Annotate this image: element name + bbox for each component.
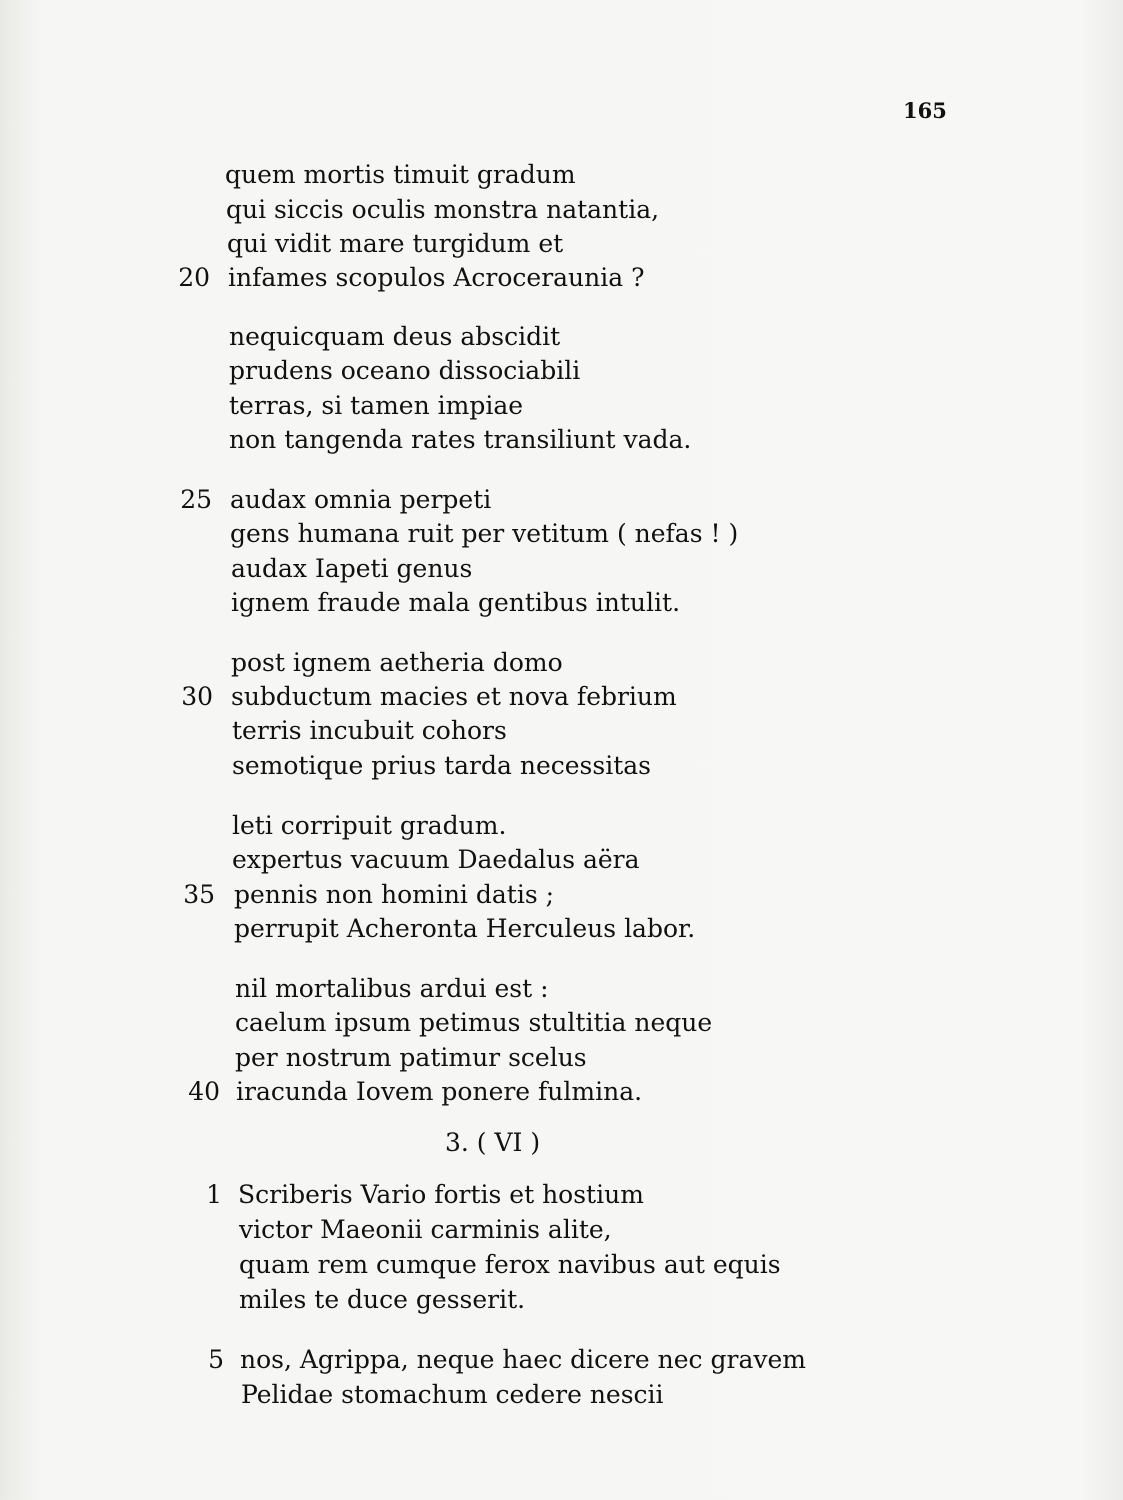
verse-line: terris incubuit cohors — [232, 716, 507, 745]
verse-line: iracunda Iovem ponere fulmina. — [236, 1077, 643, 1106]
line-number: 40 — [188, 1077, 220, 1106]
verse-line: infames scopulos Acroceraunia ? — [228, 263, 645, 292]
line-number: 25 — [180, 485, 212, 514]
line-number: 30 — [181, 682, 213, 711]
verse-line: pennis non homini datis ; — [234, 880, 555, 909]
verse-line: quam rem cumque ferox navibus aut equis — [239, 1250, 781, 1279]
verse-line: caelum ipsum petimus stultitia neque — [235, 1008, 713, 1037]
poem-heading: 3. ( VI ) — [445, 1128, 541, 1157]
verse-line: qui siccis oculis monstra natantia, — [226, 195, 660, 224]
verse-line: nequicquam deus abscidit — [229, 322, 561, 351]
verse-line: quem mortis timuit gradum — [225, 160, 576, 189]
verse-line: Pelidae stomachum cedere nescii — [241, 1380, 664, 1409]
line-number: 5 — [208, 1345, 224, 1374]
verse-line: Scriberis Vario fortis et hostium — [238, 1180, 644, 1209]
page-number: 165 — [903, 98, 947, 123]
verse-line: perrupit Acheronta Herculeus labor. — [234, 914, 696, 943]
line-number: 1 — [206, 1180, 222, 1209]
verse-line: ignem fraude mala gentibus intulit. — [231, 588, 681, 617]
verse-line: miles te duce gesserit. — [239, 1285, 526, 1314]
verse-line: audax omnia perpeti — [230, 485, 492, 514]
verse-line: semotique prius tarda necessitas — [232, 751, 651, 780]
line-number: 35 — [183, 880, 215, 909]
verse-line: expertus vacuum Daedalus aëra — [232, 845, 640, 874]
verse-line: subductum macies et nova febrium — [231, 682, 677, 711]
verse-line: gens humana ruit per vetitum ( nefas ! ) — [230, 519, 739, 548]
verse-line: leti corripuit gradum. — [232, 811, 507, 840]
verse-line: post ignem aetheria domo — [231, 648, 563, 677]
verse-line: terras, si tamen impiae — [229, 391, 524, 420]
verse-line: nil mortalibus ardui est : — [235, 974, 549, 1003]
verse-line: per nostrum patimur scelus — [235, 1043, 587, 1072]
verse-line: victor Maeonii carminis alite, — [239, 1215, 612, 1244]
verse-line: qui vidit mare turgidum et — [227, 229, 564, 258]
line-number: 20 — [178, 263, 210, 292]
verse-line: audax Iapeti genus — [231, 554, 473, 583]
verse-line: non tangenda rates transiliunt vada. — [229, 425, 692, 454]
verse-line: prudens oceano dissociabili — [229, 356, 581, 385]
verse-line: nos, Agrippa, neque haec dicere nec gravem — [240, 1345, 806, 1374]
